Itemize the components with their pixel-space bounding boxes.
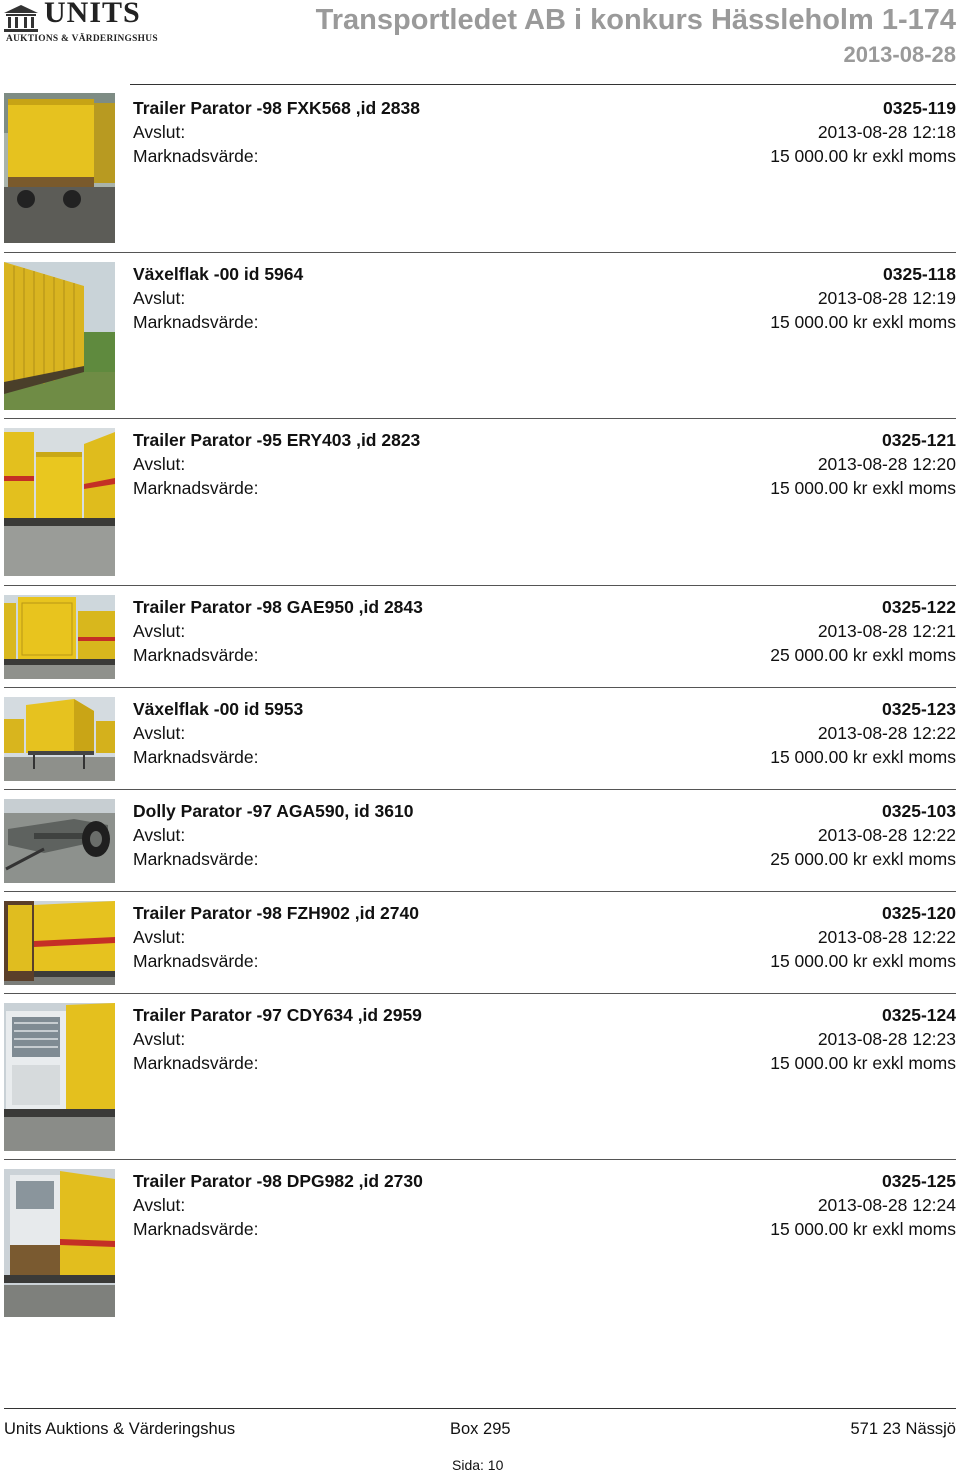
market-value: 25 000.00 kr exkl moms [770, 849, 956, 869]
lot-number: 0325-123 [882, 699, 956, 719]
lot-photo[interactable] [4, 1169, 115, 1317]
lot-number: 0325-119 [883, 98, 956, 118]
end-label: Avslut: [133, 454, 186, 474]
market-value: 15 000.00 kr exkl moms [770, 1053, 956, 1073]
end-label: Avslut: [133, 927, 186, 947]
end-time: 2013-08-28 12:19 [817, 288, 956, 308]
lot-photo[interactable] [4, 262, 115, 410]
lot-number: 0325-124 [882, 1005, 956, 1025]
lot-title: Växelflak -00 id 5964 [133, 264, 304, 284]
end-time: 2013-08-28 12:22 [817, 927, 956, 947]
end-time: 2013-08-28 12:22 [817, 723, 956, 743]
footer-box: Box 295 [450, 1420, 511, 1438]
end-label: Avslut: [133, 1029, 186, 1049]
end-label: Avslut: [133, 122, 186, 142]
lot-title: Trailer Parator -97 CDY634 ,id 2959 [133, 1005, 422, 1025]
footer-divider [4, 1408, 956, 1409]
footer-address: 571 23 Nässjö [850, 1420, 956, 1438]
end-time: 2013-08-28 12:22 [817, 825, 956, 845]
value-label: Marknadsvärde: [133, 1219, 259, 1239]
value-label: Marknadsvärde: [133, 645, 259, 665]
market-value: 15 000.00 kr exkl moms [770, 951, 956, 971]
end-label: Avslut: [133, 621, 186, 641]
value-label: Marknadsvärde: [133, 1053, 259, 1073]
lot-photo[interactable] [4, 1003, 115, 1151]
market-value: 15 000.00 kr exkl moms [770, 747, 956, 767]
value-label: Marknadsvärde: [133, 951, 259, 971]
lot-title: Trailer Parator -98 GAE950 ,id 2843 [133, 597, 423, 617]
lot-photo[interactable] [4, 901, 115, 985]
end-label: Avslut: [133, 288, 186, 308]
value-label: Marknadsvärde: [133, 478, 259, 498]
lot-title: Dolly Parator -97 AGA590, id 3610 [133, 801, 414, 821]
lot-number: 0325-120 [882, 903, 956, 923]
item-divider [4, 687, 956, 688]
lot-photo[interactable] [4, 93, 115, 243]
logo-wordmark: UNITS [44, 0, 141, 29]
units-logo [2, 0, 162, 50]
document-title: Transportledet AB i konkurs Hässleholm 1-174 [315, 4, 956, 36]
lot-title: Trailer Parator -98 DPG982 ,id 2730 [133, 1171, 423, 1191]
item-divider [4, 585, 956, 586]
header-divider [130, 84, 956, 85]
lot-photo[interactable] [4, 799, 115, 883]
lot-title: Trailer Parator -98 FXK568 ,id 2838 [133, 98, 420, 118]
lot-title: Trailer Parator -95 ERY403 ,id 2823 [133, 430, 421, 450]
page-footer [0, 1408, 960, 1471]
end-time: 2013-08-28 12:18 [817, 122, 956, 142]
item-divider [4, 418, 956, 419]
end-label: Avslut: [133, 1195, 186, 1215]
item-divider [4, 789, 956, 790]
market-value: 15 000.00 kr exkl moms [770, 312, 956, 332]
lot-number: 0325-121 [882, 430, 956, 450]
lot-number: 0325-122 [882, 597, 956, 617]
logo-tagline: AUKTIONS & VÄRDERINGSHUS [6, 34, 158, 44]
lot-number: 0325-118 [883, 264, 956, 284]
market-value: 25 000.00 kr exkl moms [770, 645, 956, 665]
item-divider [4, 993, 956, 994]
footer-company: Units Auktions & Värderingshus [4, 1420, 236, 1438]
lot-number: 0325-103 [882, 801, 956, 821]
page-header [0, 0, 960, 86]
value-label: Marknadsvärde: [133, 146, 259, 166]
lot-title: Växelflak -00 id 5953 [133, 699, 304, 719]
lot-photo[interactable] [4, 697, 115, 781]
lot-photo[interactable] [4, 595, 115, 679]
page-number: Sida: 10 [452, 1457, 504, 1473]
market-value: 15 000.00 kr exkl moms [770, 478, 956, 498]
end-time: 2013-08-28 12:21 [817, 621, 956, 641]
value-label: Marknadsvärde: [133, 747, 259, 767]
building-icon [2, 4, 40, 32]
lot-title: Trailer Parator -98 FZH902 ,id 2740 [133, 903, 419, 923]
value-label: Marknadsvärde: [133, 849, 259, 869]
document-date: 2013-08-28 [843, 42, 956, 67]
end-time: 2013-08-28 12:23 [817, 1029, 956, 1049]
lot-photo[interactable] [4, 428, 115, 576]
end-label: Avslut: [133, 825, 186, 845]
item-divider [4, 252, 956, 253]
lot-number: 0325-125 [882, 1171, 956, 1191]
end-time: 2013-08-28 12:20 [817, 454, 956, 474]
end-label: Avslut: [133, 723, 186, 743]
market-value: 15 000.00 kr exkl moms [770, 146, 956, 166]
value-label: Marknadsvärde: [133, 312, 259, 332]
market-value: 15 000.00 kr exkl moms [770, 1219, 956, 1239]
item-divider [4, 1159, 956, 1160]
item-divider [4, 891, 956, 892]
end-time: 2013-08-28 12:24 [817, 1195, 956, 1215]
